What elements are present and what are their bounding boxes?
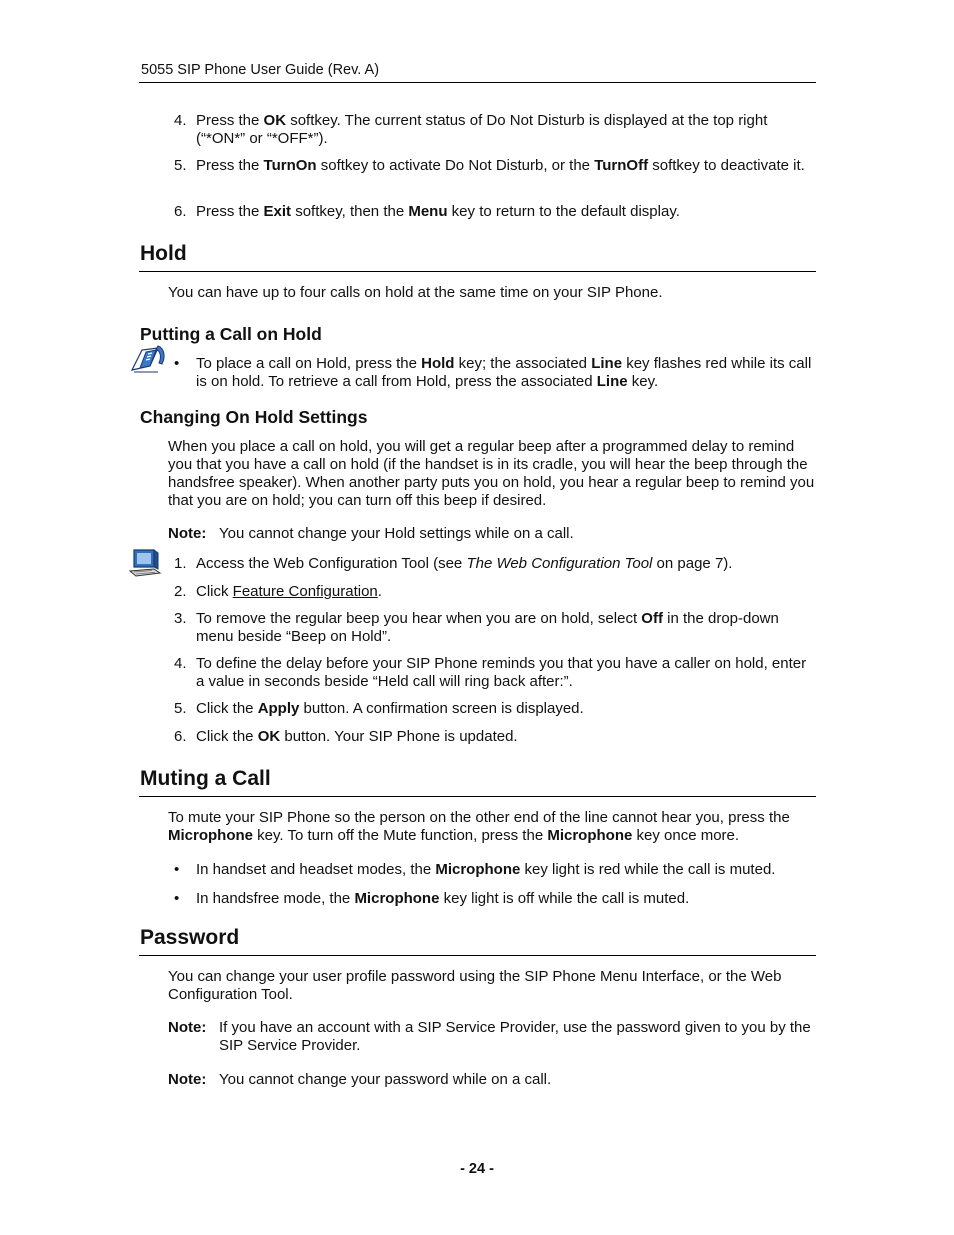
header-rule xyxy=(139,82,816,83)
paragraph: You can have up to four calls on hold at the same time on your SIP Phone. xyxy=(168,284,663,301)
section-rule xyxy=(139,796,816,797)
subsection-title-putting-on-hold: Putting a Call on Hold xyxy=(140,324,322,344)
subsection-title-on-hold-settings: Changing On Hold Settings xyxy=(140,407,368,427)
running-header: 5055 SIP Phone User Guide (Rev. A) xyxy=(141,62,380,78)
section-rule xyxy=(139,271,816,272)
section-title-hold: Hold xyxy=(140,242,187,265)
page-number: - 24 - xyxy=(460,1161,494,1177)
section-title-password: Password xyxy=(140,926,240,949)
paragraph: You can change your user profile password using the SIP Phone Menu Interface, or the Web Configuration Tool. xyxy=(168,968,782,1003)
feature-configuration-link[interactable]: Feature Configuration xyxy=(232,583,378,600)
computer-icon xyxy=(128,547,162,579)
section-rule xyxy=(139,955,816,956)
section-title-muting: Muting a Call xyxy=(140,767,271,790)
paragraph: To mute your SIP Phone so the person on the other end of the line cannot hear you, press the Microphone key. To turn off the Mute function, press the Microphone key once more. xyxy=(168,809,790,844)
phone-icon xyxy=(128,344,168,376)
paragraph: When you place a call on hold, you will get a regular beep after a programmed delay to remind you that you have a call on hold (if the handset is in its cradle, you will hear the beep through the handsfree speaker). When another party puts you on hold, you hear a regular beep to remind you that you are on hold; you can turn off this beep if desired. xyxy=(168,438,815,509)
